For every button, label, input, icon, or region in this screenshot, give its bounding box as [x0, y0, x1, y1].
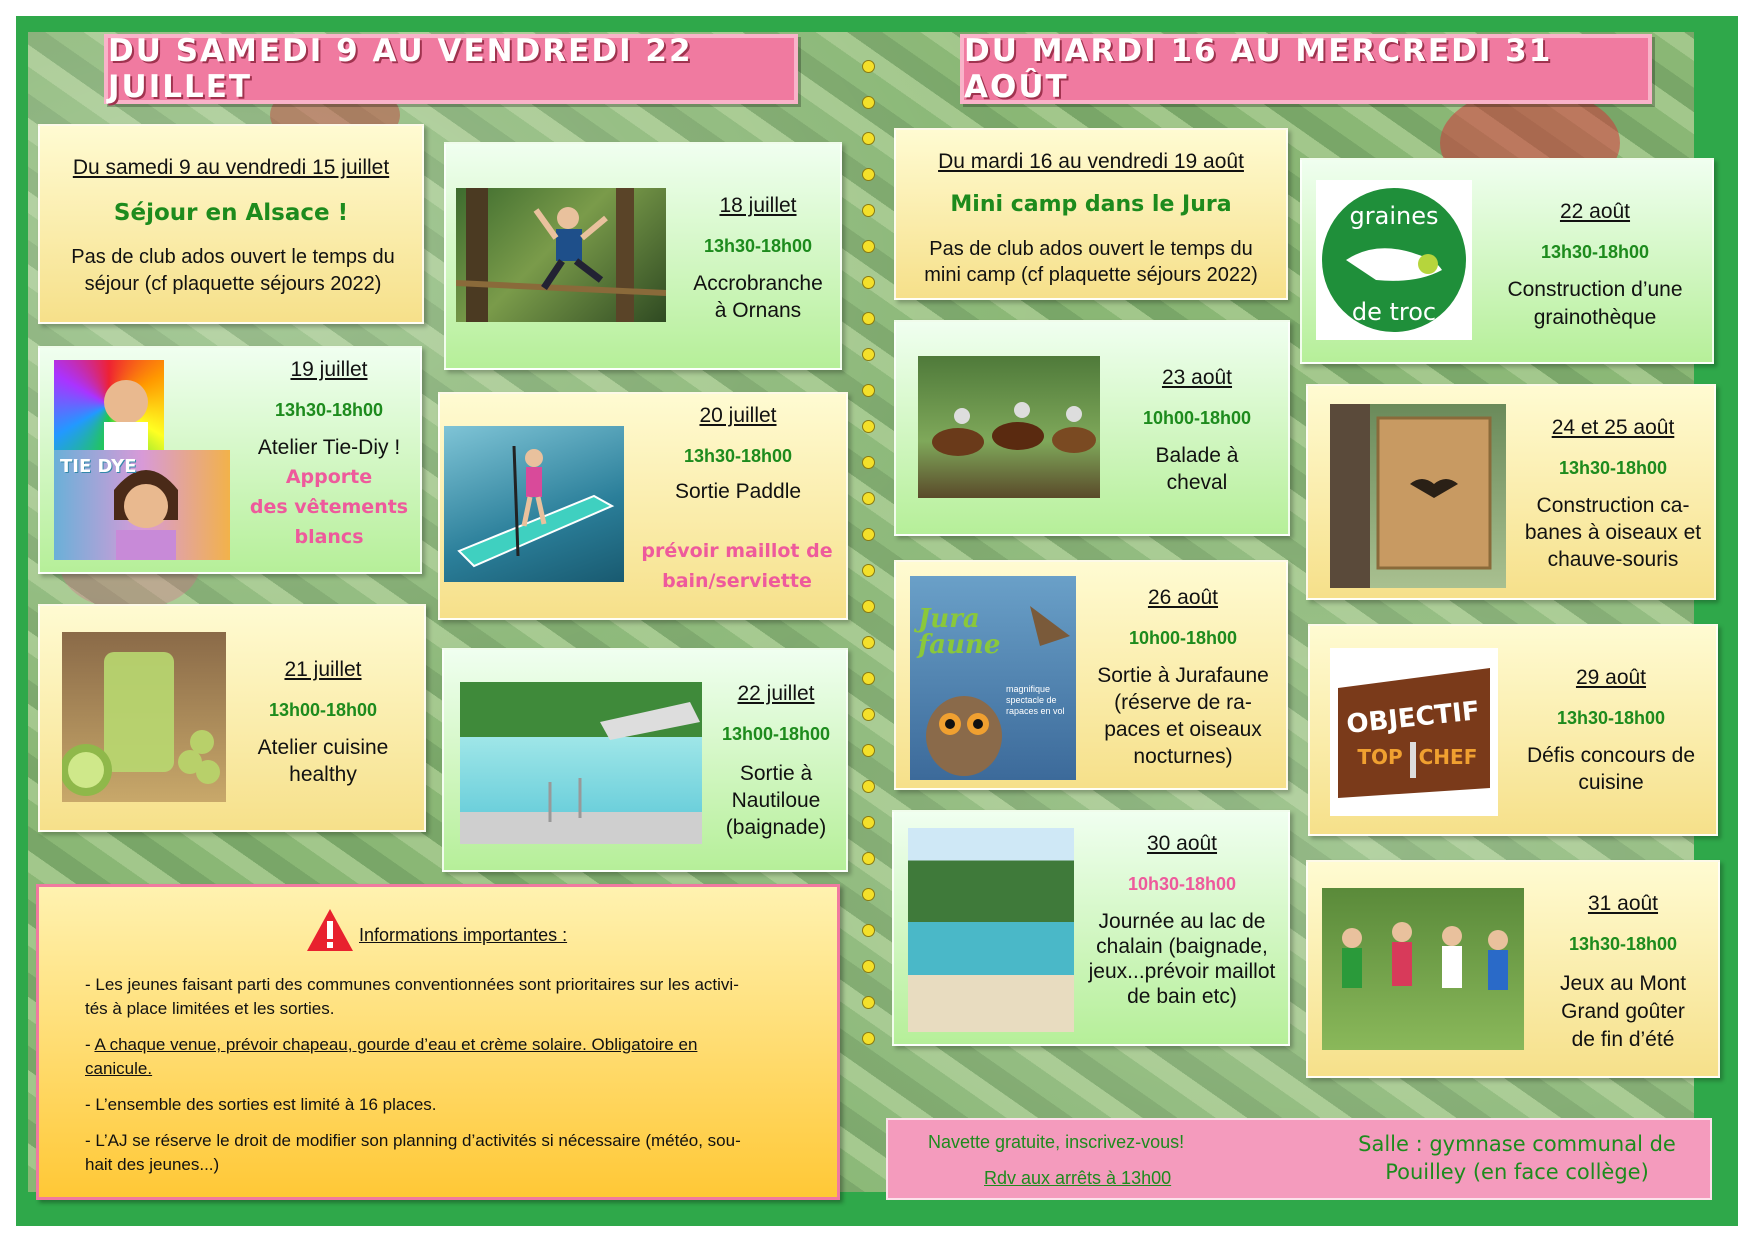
- card-activity: Construction ca-: [1536, 494, 1690, 517]
- card-activity: chalain (baignade,: [1096, 935, 1268, 958]
- card-activity: Balade à: [1155, 444, 1239, 467]
- card-date: Du mardi 16 au vendredi 19 août: [938, 150, 1244, 173]
- card-activity: Atelier Tie-Diy !: [257, 436, 401, 459]
- august-header-banner: [960, 34, 1652, 104]
- card-activity: jeux...prévoir maillot: [1088, 960, 1276, 983]
- info-text: tés à place limitées et les sorties.: [85, 999, 335, 1018]
- card-date: 31 août: [1587, 892, 1659, 915]
- card-activity: paces et oiseaux: [1104, 718, 1262, 741]
- salle-text: Pouilley (en face collège): [1385, 1160, 1649, 1184]
- logo-text: OBJECTIF: [1345, 696, 1482, 740]
- navette-text: Navette gratuite, inscrivez-vous!: [928, 1132, 1185, 1152]
- card-time: 13h30-18h00: [274, 400, 384, 420]
- card-description: Pas de club ados ouvert le temps du séjour (cf plaquette séjours 2022): [71, 246, 395, 295]
- card-activity: cheval: [1166, 471, 1228, 494]
- card-time: 10h00-18h00: [1142, 408, 1252, 428]
- info-text: hait des jeunes...): [85, 1155, 220, 1174]
- jurafaune-card: [894, 560, 1288, 790]
- transport-location-box: [886, 1118, 1712, 1200]
- card-description: Pas de club ados ouvert le temps du: [929, 238, 1253, 260]
- divider-dot: [862, 744, 875, 757]
- card-activity: (baignade): [725, 816, 827, 839]
- accrobranche-card: [444, 142, 842, 370]
- divider-dot: [862, 60, 875, 73]
- card-date: 19 juillet: [290, 358, 368, 381]
- topchef-card: [1308, 624, 1718, 836]
- divider-dot: [862, 816, 875, 829]
- info-text: - L’AJ se réserve le droit de modifier son planning d’activités si nécessaire (météo, sou-: [85, 1131, 741, 1150]
- salle-text: Salle : gymnase communal de: [1358, 1132, 1676, 1156]
- card-activity: Jeux au Mont: [1559, 972, 1687, 995]
- divider-dot: [862, 348, 875, 361]
- info-heading: Informations importantes :: [359, 925, 568, 945]
- card-note: prévoir maillot de: [641, 540, 833, 562]
- card-date: Du samedi 9 au vendredi 15 juillet: [72, 156, 390, 179]
- card-note: bain/serviette: [662, 570, 812, 592]
- divider-dot: [862, 132, 875, 145]
- divider-dot: [862, 996, 875, 1009]
- pool-photo: [460, 682, 702, 844]
- card-date: 22 août: [1559, 200, 1631, 223]
- card-activity: chauve-souris: [1547, 548, 1679, 571]
- card-activity: Sortie à: [739, 762, 813, 785]
- divider-dot: [862, 204, 875, 217]
- card-note: Apporte: [285, 466, 373, 488]
- alsace-card: [38, 124, 424, 324]
- card-activity: Atelier cuisine: [257, 736, 389, 759]
- card-activity: Défis concours de: [1526, 744, 1696, 767]
- card-note: des vêtements: [249, 496, 409, 518]
- divider-dot: [862, 312, 875, 325]
- august-header-text: DU MARDI 16 AU MERCREDI 31 AOÛT: [964, 33, 1553, 105]
- card-date: 26 août: [1147, 586, 1219, 609]
- card-activity: Sortie à Jurafaune: [1097, 664, 1269, 687]
- card-time: 13h30-18h00: [1558, 458, 1668, 478]
- divider-dot: [862, 780, 875, 793]
- logo-text: CHEF: [1418, 745, 1478, 769]
- card-activity: Sortie Paddle: [674, 480, 802, 503]
- divider-dot: [862, 456, 875, 469]
- divider-dot: [862, 924, 875, 937]
- jurafaune-poster: [910, 576, 1076, 780]
- july-header-text: DU SAMEDI 9 AU VENDREDI 22 JUILLET: [108, 33, 693, 105]
- divider-dot: [862, 708, 875, 721]
- tiedye-photo: [54, 360, 164, 450]
- card-time: 13h30-18h00: [1540, 242, 1650, 262]
- card-time: 13h30-18h00: [683, 446, 793, 466]
- jura-card: [894, 128, 1288, 300]
- card-time: 13h30-18h00: [1556, 708, 1666, 728]
- divider-dot: [862, 960, 875, 973]
- card-activity: cuisine: [1578, 771, 1644, 794]
- card-description: mini camp (cf plaquette séjours 2022): [924, 264, 1258, 286]
- logo-text: graines: [1349, 202, 1439, 230]
- info-text: A chaque venue, prévoir chapeau, gourde d’eau et crème solaire. Obligatoire en: [94, 1035, 698, 1054]
- divider-dot: [862, 1032, 875, 1045]
- divider-dot: [862, 420, 875, 433]
- games-photo: [1322, 888, 1524, 1050]
- cheval-card: [894, 320, 1290, 536]
- logo-text: de troc: [1351, 298, 1437, 326]
- card-activity: Accrobranche: [693, 272, 823, 295]
- card-activity: de bain etc): [1127, 985, 1237, 1008]
- info-bullet: -: [85, 1035, 95, 1054]
- card-title: Séjour en Alsace !: [113, 200, 349, 226]
- rdv-text: Rdv aux arrêts à 13h00: [984, 1168, 1172, 1188]
- card-title: Mini camp dans le Jura: [950, 192, 1232, 217]
- divider-dot: [862, 168, 875, 181]
- divider-dot: [862, 852, 875, 865]
- divider-dot: [862, 636, 875, 649]
- card-date: 23 août: [1161, 366, 1233, 389]
- july-header-banner: [104, 34, 798, 104]
- divider-dot: [862, 564, 875, 577]
- lake-photo: [908, 828, 1074, 1032]
- card-activity: banes à oiseaux et: [1524, 521, 1702, 544]
- divider-dot: [862, 276, 875, 289]
- card-activity: Nautiloue: [731, 789, 821, 812]
- divider-dot: [862, 384, 875, 397]
- divider-dot: [862, 492, 875, 505]
- lac-card: [892, 810, 1290, 1046]
- card-date: 18 juillet: [719, 194, 797, 217]
- card-date: 20 juillet: [699, 404, 777, 427]
- card-activity: healthy: [289, 763, 357, 786]
- graines-card: [1300, 158, 1714, 364]
- card-date: 24 et 25 août: [1551, 416, 1675, 439]
- card-activity: Journée au lac de: [1098, 910, 1266, 933]
- bat-house-photo: [1330, 404, 1506, 588]
- cabanes-card: [1306, 384, 1716, 600]
- card-activity: (réserve de ra-: [1114, 691, 1252, 714]
- card-time: 13h30-18h00: [703, 236, 813, 256]
- info-text: canicule.: [85, 1059, 153, 1078]
- info-text: - L’ensemble des sorties est limité à 16 places.: [85, 1095, 437, 1114]
- divider-dot: [862, 96, 875, 109]
- smoothie-photo: [62, 632, 226, 802]
- divider-dots: [862, 60, 876, 1060]
- card-activity: Construction d’une: [1507, 278, 1683, 301]
- card-activity: nocturnes): [1133, 745, 1233, 768]
- divider-dot: [862, 240, 875, 253]
- image-text: TIE DYE: [60, 456, 137, 477]
- poster-title: Jura faune: [918, 604, 1001, 660]
- accrobranche-photo: [456, 188, 666, 322]
- cuisine-card: [38, 604, 426, 832]
- card-activity: Grand goûter: [1561, 1000, 1685, 1023]
- paddle-photo: [444, 426, 624, 582]
- card-activity: grainothèque: [1533, 306, 1657, 329]
- divider-dot: [862, 600, 875, 613]
- card-time: 13h00-18h00: [721, 724, 831, 744]
- card-time: 13h00-18h00: [268, 700, 378, 720]
- horse-ride-photo: [918, 356, 1100, 498]
- info-text: - Les jeunes faisant parti des communes conventionnées sont prioritaires sur les activi-: [85, 975, 739, 994]
- card-time: 13h30-18h00: [1568, 934, 1678, 954]
- graines-de-troc-logo: [1316, 180, 1472, 340]
- logo-text: TOP: [1357, 745, 1403, 769]
- objectif-top-chef-logo: [1330, 648, 1498, 816]
- card-activity: à Ornans: [714, 299, 802, 322]
- nautiloue-card: [442, 648, 848, 872]
- card-time: 10h00-18h00: [1128, 628, 1238, 648]
- important-info-box: [36, 884, 840, 1200]
- warning-icon: [305, 907, 355, 953]
- divider-dot: [862, 528, 875, 541]
- tiedye-photo-2: [54, 450, 230, 560]
- card-date: 29 août: [1575, 666, 1647, 689]
- tiedye-card: [38, 346, 422, 574]
- card-date: 30 août: [1146, 832, 1218, 855]
- poster-subtitle: magnifique spectacle de rapaces en vol: [1006, 684, 1065, 716]
- card-date: 21 juillet: [284, 658, 362, 681]
- card-time: 10h30-18h00: [1127, 874, 1237, 894]
- divider-dot: [862, 672, 875, 685]
- card-note: blancs: [294, 526, 364, 548]
- paddle-card: [438, 392, 848, 620]
- mont-card: [1306, 860, 1720, 1078]
- card-date: 22 juillet: [737, 682, 815, 705]
- card-activity: de fin d’été: [1571, 1028, 1675, 1051]
- divider-dot: [862, 888, 875, 901]
